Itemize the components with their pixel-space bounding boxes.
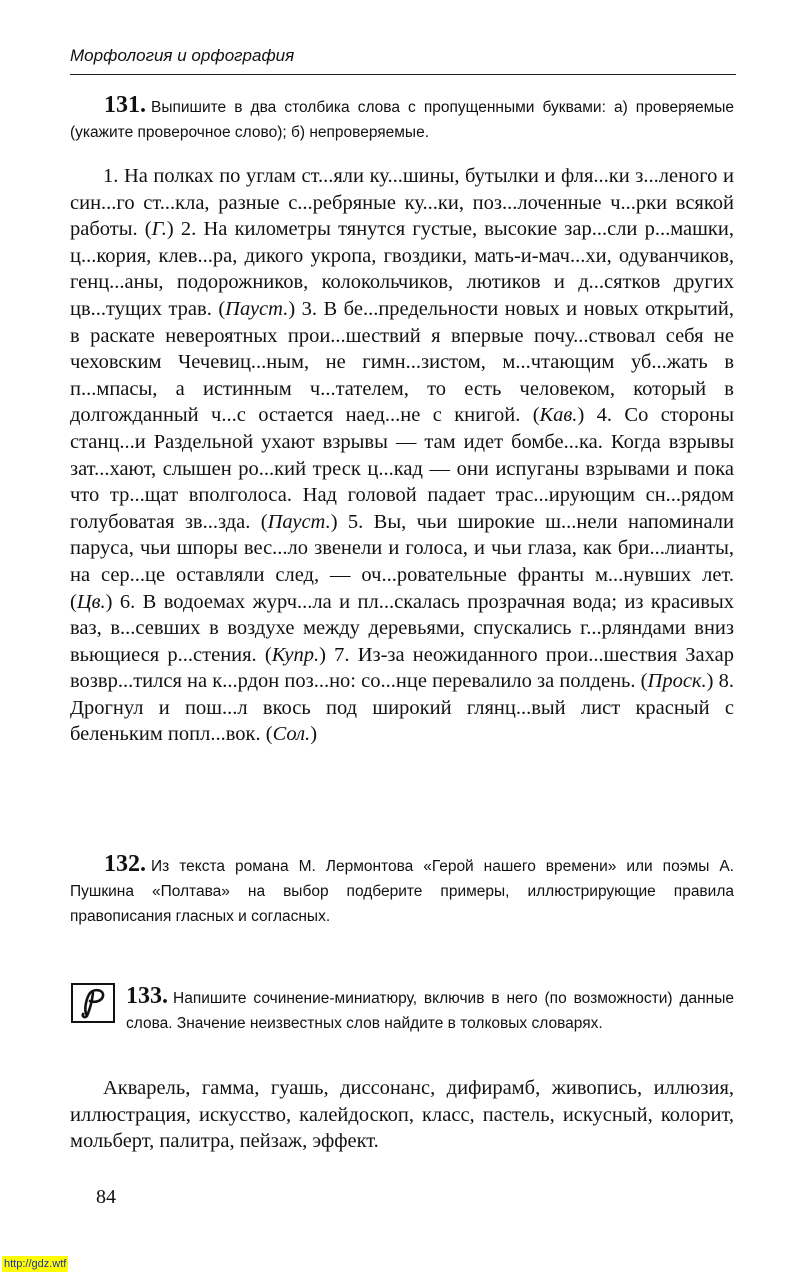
author-abbrev: Пауст.: [267, 510, 331, 533]
author-abbrev: Пауст.: [225, 297, 289, 320]
instruction-text: Из текста романа М. Лермонтова «Герой нашего времени» или поэмы А. Пушкина «Полтава» на выбор подберите примеры, иллюстрирующие правила правописания гласных и согласных.: [70, 858, 734, 925]
author-abbrev: Цв.: [76, 590, 106, 613]
sentence-text: ) 3. В бе...предельности новых и новых открытий, в раскате невероятных прои...шествий я впервые почу...ствовал себя не чеховским Чечевиц...ным, не гимн...зистом, м...чтающим уб...жать в п...мпасы, а истинным ч...тателем, то есть человеком, который в долгожданный ч...с остается наед...не с книгой. (: [70, 297, 734, 427]
exercise-131-text: [70, 163, 734, 748]
author-abbrev: Кав.: [539, 404, 578, 427]
exercise-133-instruction: [70, 984, 734, 1036]
sentence-text: 1. На полках по углам ст...яли ку...шины, бутылки и фля...ки з...леного и син...го ст...кла, разные с...ребряные ку...ки, поз...лоченные ч...рки всякой работы. (: [70, 165, 734, 241]
running-header: Морфология и орфография: [70, 46, 295, 65]
exercise-132-instruction: [70, 852, 734, 929]
watermark-link[interactable]: http://gdz.wtf: [4, 1258, 67, 1270]
sentence-text: ) 5. Вы, чьи широкие ш...нели напоминали паруса, чьи шпоры вес...ло звенели и голоса, и чьи глаза, как бри...лианты, на сер...це оставляли след, — оч...ровательные франты м...нувших лет. (: [70, 510, 734, 613]
instruction-text: Напишите сочинение-миниатюру, включив в него (по возможности) данные слова. Значение неизвестных слов найдите в толковых словарях.: [126, 990, 734, 1032]
exercise-number: 132.: [104, 851, 146, 877]
sentence-text: ) 8. Дрогнул и пош...л вкось под широкий глянц...вый лист красный с беленьким попл...вок. (: [70, 670, 734, 746]
sentence-text: ) 4. Со стороны станц...и Раздельной ухают взрывы — там идет бомбе...ка. Когда взрывы зат...хают, слышен ро...кий треск ц...кад — они испуганы взрывами и пока что тр...щат вполголоса. Над головой падает трас...ирующим сн...рядом голубоватая зв...зда. (: [70, 404, 734, 533]
author-abbrev: Проск.: [647, 670, 707, 693]
page-number: 84: [96, 1186, 116, 1208]
exercise-number: 131.: [104, 92, 146, 118]
sentence-text: ) 7. Из-за неожиданного прои...шествия Захар возвр...тился на к...рдон поз...но: со...нце перевалило за полдень. (: [70, 643, 734, 693]
exercise-number: 133.: [126, 983, 168, 1009]
author-abbrev: Сол.: [272, 723, 311, 746]
author-abbrev: Купр.: [271, 643, 320, 666]
header-rule: [70, 74, 736, 75]
sentence-text: ) 6. В водоемах журч...ла и пл...скалась прозрачная вода; из красивых ваз, в...севших в воздухе между деревьями, спускались г...рляндами вниз вьющиеся р...стения. (: [70, 590, 734, 666]
instruction-text: Выпишите в два столбика слова с пропущенными буквами: а) проверяемые (укажите проверочное слово); б) непроверяемые.: [70, 99, 734, 141]
author-abbrev: Г.: [151, 218, 167, 241]
exercise-131-instruction: [70, 93, 734, 145]
sentence-text: ): [310, 723, 318, 746]
exercise-133-words: Акварель, гамма, гуашь, диссонанс, дифирамб, живопись, иллюзия, иллюстрация, искусство, калейдоскоп, класс, пастель, искусный, колорит, мольберт, палитра, пейзаж, эффект.: [70, 1077, 734, 1153]
sentence-text: ) 2. На километры тянутся густые, высокие зар...сли р...машки, ц...кория, клев...ра, дикого укропа, гвоздики, мать-и-мач...хи, одуванчиков, генц...аны, подорожников, колокольчиков, лютиков и д...сятков других цв...тущих трав. (: [70, 218, 734, 320]
